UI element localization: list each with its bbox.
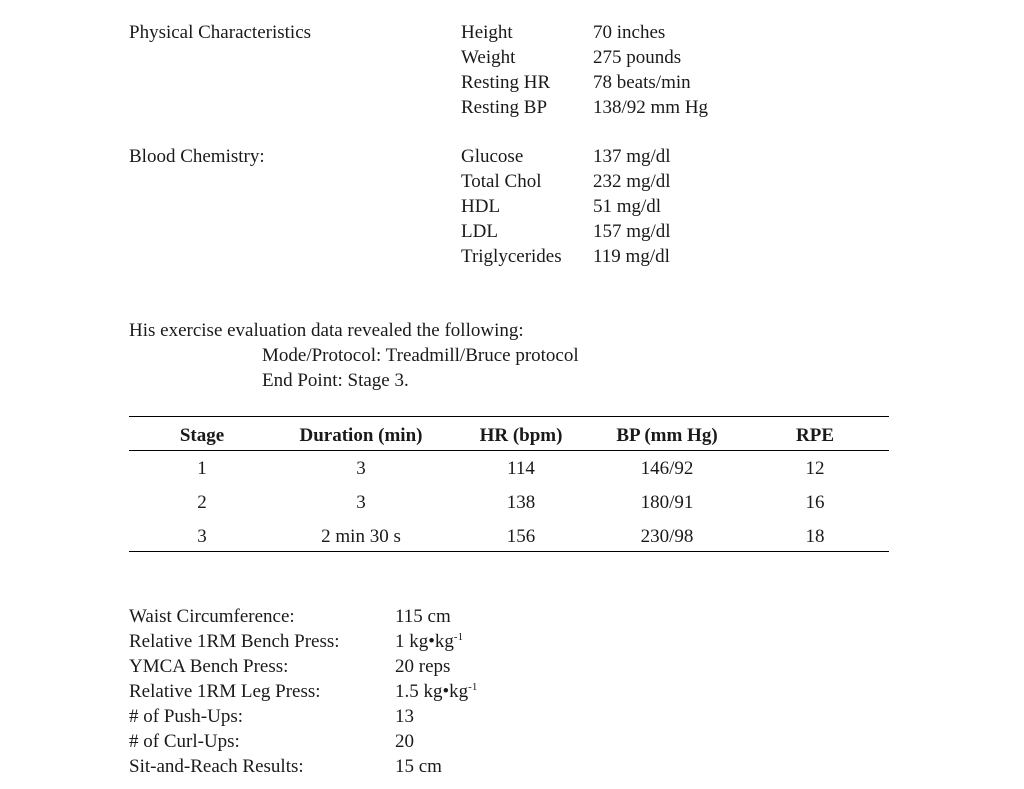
- header-hr: HR (bpm): [479, 425, 563, 446]
- header-duration: Duration (min): [299, 425, 423, 446]
- measure-value-ymca-bench: 20 reps: [395, 656, 451, 677]
- physical-value-height: 70 inches: [593, 22, 666, 43]
- measure-label-curl-ups: # of Curl-Ups:: [129, 731, 240, 752]
- measure-value-push-ups: 13: [395, 706, 414, 727]
- measure-label-waist: Waist Circumference:: [129, 606, 295, 627]
- table-cell: 180/91: [640, 492, 694, 513]
- table-cell: 138: [506, 492, 536, 513]
- measure-label-sit-reach: Sit-and-Reach Results:: [129, 756, 304, 777]
- superscript: -1: [468, 681, 478, 693]
- table-cell: 156: [506, 526, 536, 547]
- table-header-rule: [129, 450, 889, 451]
- blood-label-total-chol: Total Chol: [461, 171, 542, 192]
- table-cell: 1: [197, 458, 207, 479]
- table-cell: 3: [356, 492, 366, 513]
- physical-label-height: Height: [461, 22, 513, 43]
- blood-value-hdl: 51 mg/dl: [593, 196, 662, 217]
- measure-value-bench-1rm: [395, 632, 463, 651]
- measure-label-ymca-bench: YMCA Bench Press:: [129, 656, 289, 677]
- physical-label-weight: Weight: [461, 47, 516, 68]
- measure-value-curl-ups: 20: [395, 731, 414, 752]
- exercise-mode: Mode/Protocol: Treadmill/Bruce protocol: [262, 345, 579, 366]
- table-bottom-rule: [129, 551, 889, 552]
- blood-label-glucose: Glucose: [461, 146, 524, 167]
- exercise-intro: His exercise evaluation data revealed the following:: [129, 320, 524, 341]
- blood-value-triglycerides: 119 mg/dl: [593, 246, 670, 267]
- physical-heading: Physical Characteristics: [129, 22, 312, 43]
- blood-heading: Blood Chemistry:: [129, 146, 265, 167]
- table-cell: 230/98: [640, 526, 694, 547]
- table-cell: 3: [356, 458, 366, 479]
- table-cell: 2: [197, 492, 207, 513]
- physical-value-resting-hr: 78 beats/min: [593, 72, 691, 93]
- table-cell: 3: [197, 526, 207, 547]
- blood-label-hdl: HDL: [461, 196, 501, 217]
- table-cell: 146/92: [640, 458, 694, 479]
- measure-value-waist: 115 cm: [395, 606, 451, 627]
- superscript: -1: [453, 631, 464, 643]
- physical-label-resting-hr: Resting HR: [461, 72, 551, 93]
- table-top-rule: [129, 416, 889, 417]
- physical-value-weight: 275 pounds: [593, 47, 682, 68]
- physical-value-resting-bp: 138/92 mm Hg: [593, 97, 709, 118]
- measure-label-leg-1rm: Relative 1RM Leg Press:: [129, 681, 321, 702]
- header-rpe: RPE: [796, 425, 834, 446]
- blood-value-total-chol: 232 mg/dl: [593, 171, 671, 192]
- measure-label-push-ups: # of Push-Ups:: [129, 706, 244, 727]
- exercise-endpoint: End Point: Stage 3.: [262, 370, 409, 391]
- table-cell: 18: [805, 526, 825, 547]
- header-bp: BP (mm Hg): [616, 425, 718, 446]
- header-stage: Stage: [179, 425, 225, 446]
- measure-label-bench-1rm: Relative 1RM Bench Press:: [129, 631, 340, 652]
- blood-value-ldl: 157 mg/dl: [593, 221, 671, 242]
- measure-value-text: 1 kg•kg: [395, 631, 454, 652]
- table-cell: 2 min 30 s: [321, 526, 401, 547]
- table-cell: 16: [805, 492, 825, 513]
- blood-value-glucose: 137 mg/dl: [593, 146, 671, 167]
- physical-label-resting-bp: Resting BP: [461, 97, 548, 118]
- blood-label-ldl: LDL: [461, 221, 498, 242]
- measure-value-text: 1.5 kg•kg: [395, 681, 469, 702]
- blood-label-triglycerides: Triglycerides: [461, 246, 562, 267]
- table-cell: 114: [507, 458, 535, 479]
- measure-value-leg-1rm: [395, 682, 477, 701]
- measure-value-sit-reach: 15 cm: [395, 756, 442, 777]
- table-cell: 12: [805, 458, 825, 479]
